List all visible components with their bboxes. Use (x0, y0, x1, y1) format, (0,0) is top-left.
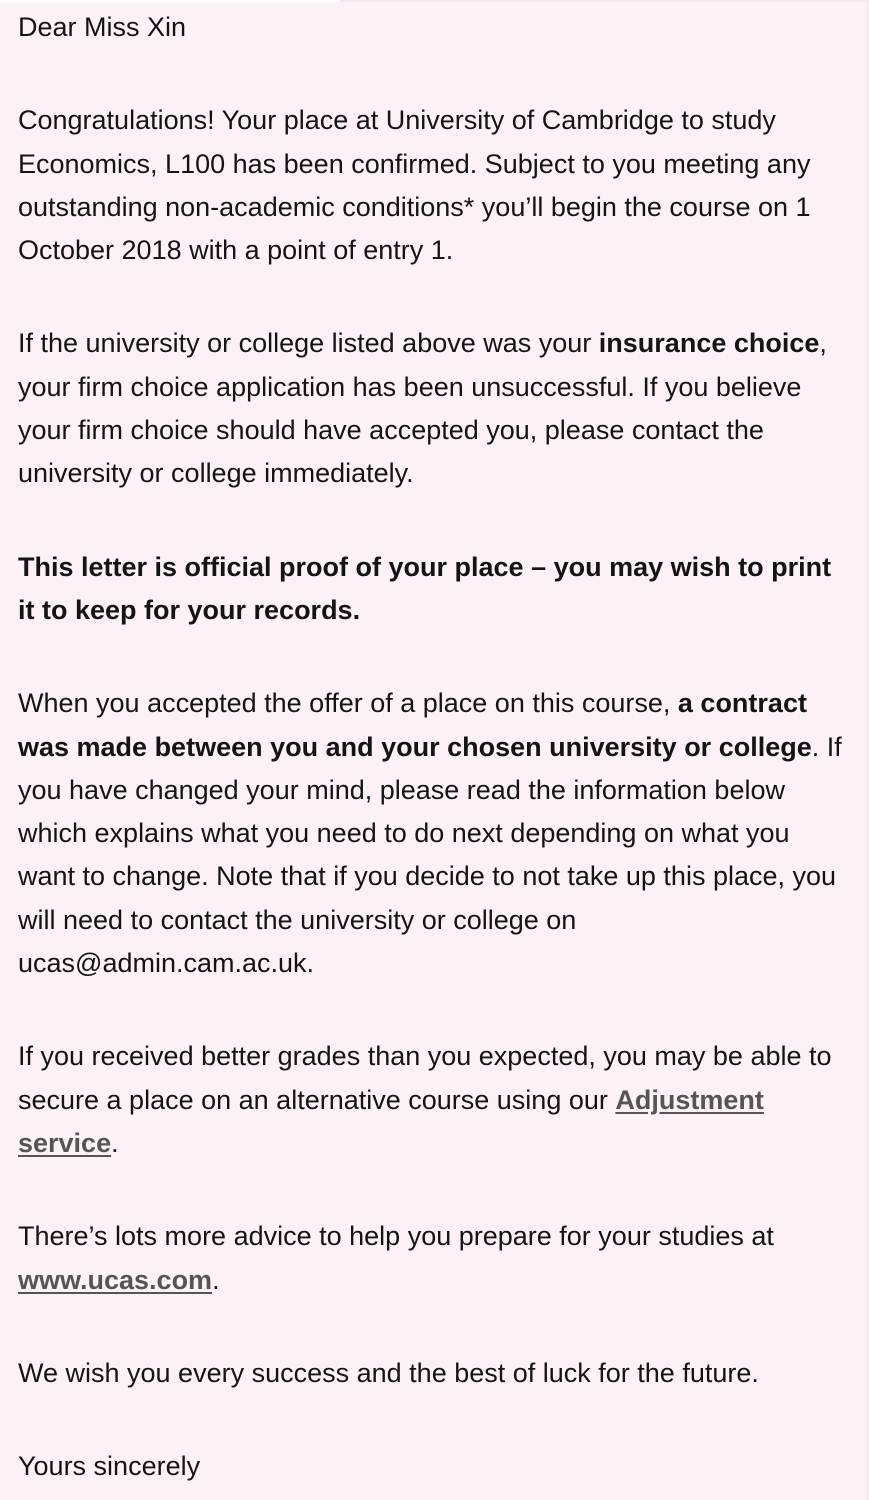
advice-text-before: There’s lots more advice to help you prepare for your studies at (18, 1221, 774, 1252)
official-proof-bold: This letter is official proof of your place – you may wish to print it to keep for your records. (18, 551, 832, 625)
adjustment-service-link[interactable]: Adjustment service (18, 1084, 764, 1158)
insurance-text-after: , your firm choice application has been unsuccessful. If you believe your firm choice should have accepted you, please contact the university or college immediately. (18, 328, 827, 489)
adjustment-text-after: . (111, 1127, 119, 1158)
good-luck-paragraph: We wish you every success and the best of luck for the future. (18, 1357, 759, 1388)
closing: Yours sincerely (18, 1451, 201, 1482)
adjustment-paragraph (18, 1035, 847, 1165)
advice-paragraph (18, 1215, 847, 1302)
confirmation-paragraph: Congratulations! Your place at University of Cambridge to study Economics, L100 has been confirmed. Subject to you meeting any outstanding non-academic conditions* you’ll begin the course on 1 October 2018 with a point of entry 1. (18, 105, 811, 266)
advice-text-after: . (212, 1264, 220, 1295)
salutation: Dear Miss Xin (18, 12, 187, 42)
contract-text-before: When you accepted the offer of a place on this course, (18, 688, 678, 719)
insurance-text-before: If the university or college listed above was your (18, 328, 599, 359)
top-edge-divider (0, 0, 869, 2)
adjustment-text-before: If you received better grades than you expected, you may be able to secure a place on an alternative course using our (18, 1041, 832, 1115)
contract-text-after: . If you have changed your mind, please read the information below which explains what you need to do next depending on what you want to change. Note that if you decide to not take up this place, you will need to contact the university or college on ucas@admin.cam.ac.uk. (18, 731, 842, 979)
contract-bold: a contract was made between you and your chosen university or college (18, 688, 812, 762)
official-proof-paragraph (18, 546, 847, 633)
ucas-website-link[interactable]: www.ucas.com (18, 1264, 213, 1295)
insurance-choice-paragraph (18, 322, 847, 495)
contract-paragraph (18, 682, 847, 985)
insurance-choice-bold: insurance choice (598, 328, 820, 359)
